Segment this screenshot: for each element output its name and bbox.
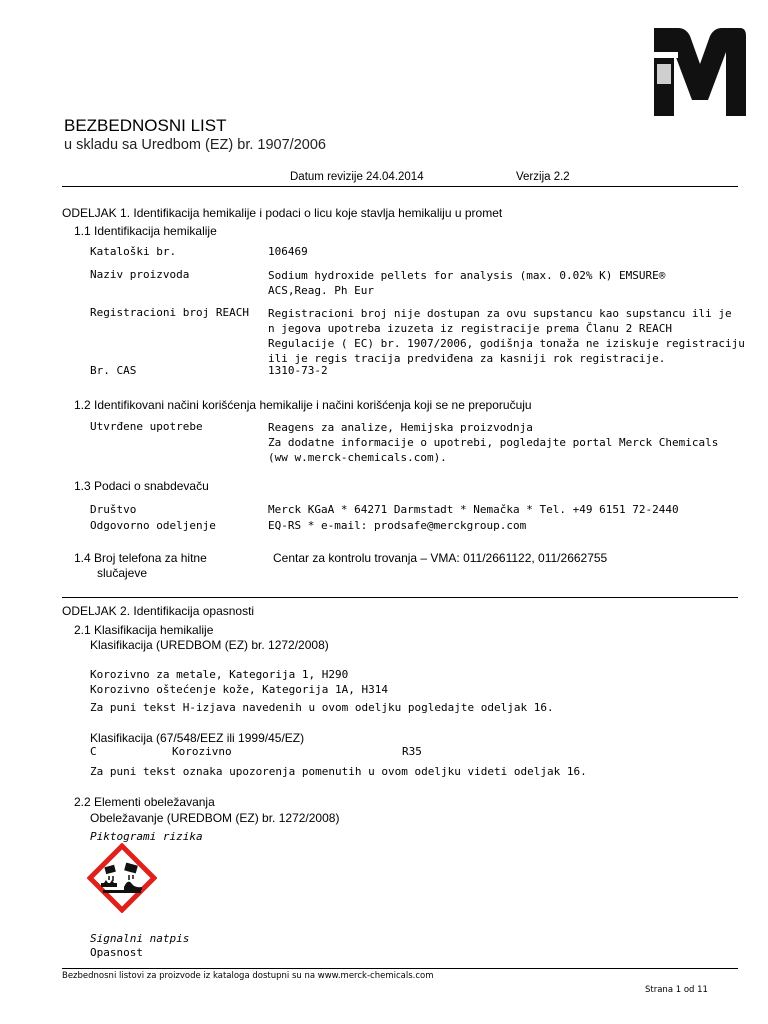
product-value: [268, 268, 665, 298]
corrosion-pictogram-icon: [87, 843, 157, 913]
clp-line-2: Korozivno oštećenje kože, Kategorija 1A, H314: [90, 683, 389, 696]
signal-word-label: Signalni natpis: [90, 932, 190, 945]
revision-date: Datum revizije 24.04.2014: [290, 171, 424, 183]
product-value-line-1: Sodium hydroxide pellets for analysis (max. 0.02% K) EMSURE®: [268, 269, 666, 282]
footer-rule: [62, 968, 738, 969]
class-code: C: [90, 745, 97, 758]
version: Verzija 2.2: [516, 171, 570, 183]
clp-line-1: Korozivno za metale, Kategorija 1, H290: [90, 668, 349, 681]
dsd-classification-heading: Klasifikacija (67/548/EEZ ili 1999/45/EZ): [90, 731, 305, 745]
cas-label: Br. CAS: [90, 364, 137, 377]
section-2-1-heading: 2.1 Klasifikacija hemikalije: [74, 623, 214, 637]
section-1-3-heading: 1.3 Podaci o snabdevaču: [74, 479, 209, 493]
emergency-phone-value: Centar za kontrolu trovanja – VMA: 011/2661122, 011/2662755: [273, 551, 608, 565]
reach-value-line-1: Registracioni broj nije dostupan za ovu supstancu kao supstancu ili je: [268, 307, 732, 320]
pictogram-label: Piktogrami rizika: [90, 830, 203, 843]
labelling-heading: Obeležavanje (UREDBOM (EZ) br. 1272/2008): [90, 811, 340, 825]
cas-value: 1310-73-2: [268, 364, 328, 377]
section-1-4-heading-line-1: 1.4 Broj telefona za hitne: [74, 551, 207, 565]
h-statements-note: Za puni tekst H-izjava navedenih u ovom odeljku pogledajte odeljak 16.: [90, 701, 554, 714]
class-risk: R35: [402, 745, 422, 758]
catalog-label: Kataloški br.: [90, 245, 177, 258]
section-1-4-heading-line-2: slučajeve: [97, 566, 148, 580]
dept-value: EQ-RS * e-mail: prodsafe@merckgroup.com: [268, 519, 527, 532]
signal-word-value: Opasnost: [90, 946, 143, 959]
product-value-line-2: ACS,Reag. Ph Eur: [268, 284, 374, 297]
header-rule: [62, 186, 738, 187]
document-title: BEZBEDNOSNI LIST: [64, 116, 227, 135]
uses-value-line-2: Za dodatne informacije o upotrebi, pogledajte portal Merck Chemicals: [268, 436, 719, 449]
section-1-heading: ODELJAK 1. Identifikacija hemikalije i podaci o licu koje stavlja hemikaliju u promet: [62, 206, 503, 220]
reach-value: [268, 306, 745, 366]
document-subtitle: u skladu sa Uredbom (EZ) br. 1907/2006: [64, 137, 326, 153]
uses-label: Utvrđene upotrebe: [90, 420, 203, 433]
company-label: Društvo: [90, 503, 137, 516]
r-phrases-note: Za puni tekst oznaka upozorenja pomenutih u ovom odeljku videti odeljak 16.: [90, 765, 587, 778]
catalog-value: 106469: [268, 245, 308, 258]
footer-note: Bezbednosni listovi za proizvode iz kataloga dostupni su na www.merck-chemicals.com: [62, 971, 434, 981]
section-2-heading: ODELJAK 2. Identifikacija opasnosti: [62, 604, 255, 618]
clp-classification-lines: [90, 667, 388, 697]
section-1-4-heading: [74, 551, 207, 581]
product-label: Naziv proizvoda: [90, 268, 190, 281]
uses-value-line-3: (ww w.merck-chemicals.com).: [268, 451, 447, 464]
clp-classification-heading: Klasifikacija (UREDBOM (EZ) br. 1272/2008): [90, 638, 329, 652]
reach-value-line-4: ili je regis tracija predviđena za kasniji rok registracije.: [268, 352, 666, 365]
merck-m-logo: [650, 28, 750, 118]
section-1-1-heading: 1.1 Identifikacija hemikalije: [74, 224, 217, 238]
page-number: Strana 1 od 11: [645, 985, 708, 995]
reach-value-line-3: Regulacije ( EC) br. 1907/2006, godišnja tonaža ne iziskuje registraciju: [268, 337, 745, 350]
section-1-2-heading: 1.2 Identifikovani načini korišćenja hemikalije i načini korišćenja koji se ne preporučuju: [74, 398, 532, 412]
reach-label: Registracioni broj REACH: [90, 306, 249, 319]
section-2-2-heading: 2.2 Elementi obeležavanja: [74, 795, 215, 809]
section-1-rule: [62, 597, 738, 598]
reach-value-line-2: n jegova upotreba izuzeta iz registracije prema Članu 2 REACH: [268, 322, 672, 335]
class-name: Korozivno: [172, 745, 232, 758]
uses-value: [268, 420, 718, 465]
uses-value-line-1: Reagens za analize, Hemijska proizvodnja: [268, 421, 533, 434]
company-value: Merck KGaA * 64271 Darmstadt * Nemačka * Tel. +49 6151 72-2440: [268, 503, 679, 516]
dept-label: Odgovorno odeljenje: [90, 519, 216, 532]
